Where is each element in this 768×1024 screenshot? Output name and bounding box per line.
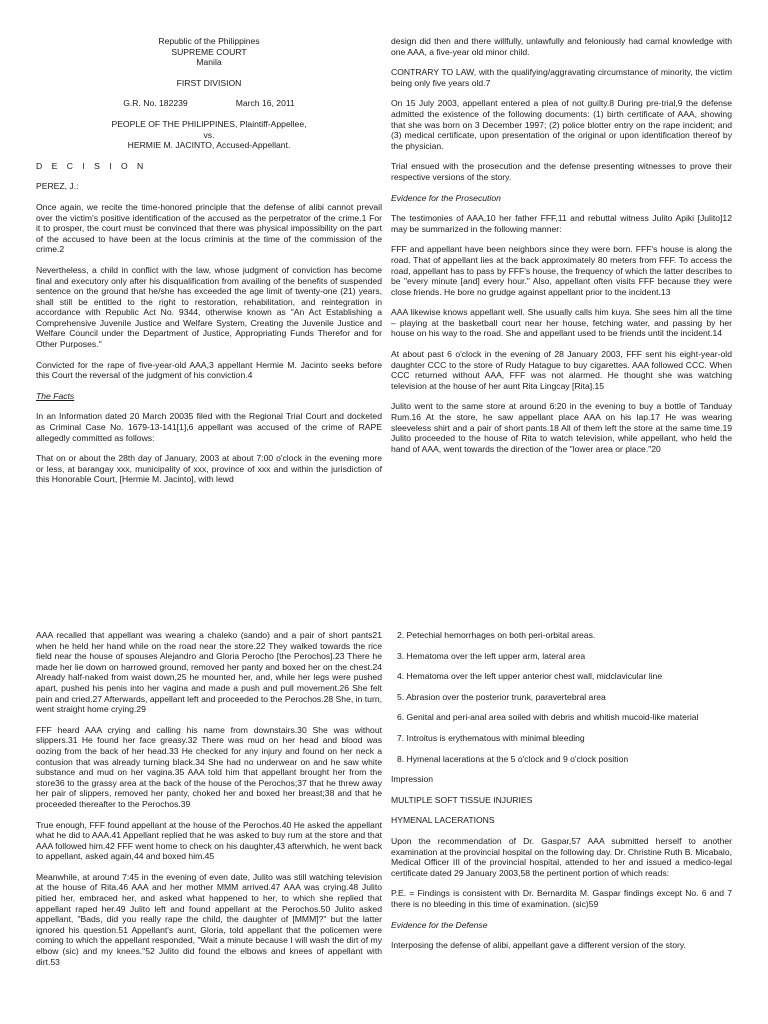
paragraph: P.E. = Findings is consistent with Dr. Bernardita M. Gaspar findings except No. 6 and 7 there is no bleeding in this time of examination. (sic)59 (391, 888, 732, 909)
paragraph: In an Information dated 20 March 20035 filed with the Regional Trial Court and docketed as Criminal Case No. 1679-13-141[1],6 appellant was accused of the crime of RAPE allegedly committed as follows: (36, 411, 382, 443)
header-division: FIRST DIVISION (176, 77, 242, 88)
paragraph: Convicted for the rape of five-year-old AAA,3 appellant Hermie M. Jacinto seeks before this Court the reversal of the judgment of his conviction.4 (36, 359, 382, 381)
gr-number: G.R. No. 182239 (123, 98, 188, 109)
page-two (0, 512, 768, 1024)
finding-list-item: 2. Petechial hemorrhages on both peri-orbital areas. (397, 630, 596, 640)
page-two-left-column (36, 630, 382, 977)
decision-title: D E C I S I O N (36, 160, 147, 171)
impression-finding: HYMENAL LACERATIONS (391, 815, 495, 826)
ponente: PEREZ, J.: (36, 181, 79, 192)
paragraph: At about past 6 o'clock in the evening of 28 January 2003, FFF sent his eight-year-old daughter CCC to the store of Rudy Hatague to buy cigarettes. AAA followed CCC. When CCC returned without AAA, FFF was not alarmed. He thought she was watching television at the house of her aunt Rita Lingcay [Rita].15 (391, 349, 732, 391)
finding-list-item: 7. Introitus is erythematous with minimal bleeding (397, 732, 585, 743)
paragraph: Meanwhile, at around 7:45 in the evening of even date, Julito was still watching television at the house of Rita.46 AAA and her mother MMM arrived.47 AAA was crying.48 Julito pitied her, embraced her, and asked what happened to her, to which she replied that appellant raped her.49 Julito left and found appellant at the Perochos.50 Julito asked appellant, "Bads, did you really rape the child, the daughter of [MMM]?" but the latter ignored his question.51 Appellant's aunt, Gloria, told appellant that the policemen were coming to which the appellant responded, "Wait a minute because I will wash the dirt of my elbow (sic) and my knees."52 Julito did found the elbows and knees of appellant with dirt.53 (36, 871, 382, 967)
parties-plaintiff: PEOPLE OF THE PHILIPPINES, Plaintiff-Appellee, (111, 118, 307, 129)
paragraph: Interposing the defense of alibi, appellant gave a different version of the story. (391, 940, 686, 951)
paragraph: Nevertheless, a child in conflict with the law, whose judgment of conviction has become final and executory only after his disqualification from availing of the benefits of suspended sentence on the ground that he/she has exceeded the age limit of twenty-one (21) years, shall still be entitled to the right to restoration, rehabilitation, and reintegration in accordance with Republic Act No. 9344, otherwise known as "An Act Establishing a Comprehensive Juvenile Justice and Welfare System, Creating the Juvenile Justice and Welfare Council under the Department of Justice, Appropriating Funds Therefor and for Other Purposes." (36, 264, 382, 350)
paragraph: FFF and appellant have been neighbors since they were born. FFF's house is along the road. That of appellant lies at the back approximately 80 meters from FFF. To access the road, appellant has to pass by FFF's house, the frequency of which the latter describes to be "every minute [and] every hour." Also, appellant often visits FFF because they were close friends. He bore no grudge against appellant prior to the incident.13 (391, 244, 732, 297)
paragraph: AAA likewise knows appellant well. She usually calls him kuya. She sees him all the time – playing at the basketball court near her house, fetching water, and passing by her house on his way to the road. She and appellant used to be friends until the incident.14 (391, 307, 732, 339)
parties-vs: vs. (203, 129, 215, 140)
section-heading-prosecution: Evidence for the Prosecution (391, 192, 501, 203)
parties-accused: HERMIE M. JACINTO, Accused-Appellant. (127, 140, 291, 151)
paragraph: Trial ensued with the prosecution and the defense presenting witnesses to prove their respective versions of the story. (391, 161, 732, 182)
header-city: Manila (196, 57, 222, 68)
finding-list-item: 3. Hematoma over the left upper arm, lateral area (397, 650, 586, 661)
decision-date: March 16, 2011 (235, 98, 295, 109)
paragraph: FFF heard AAA crying and calling his name from downstairs.30 She was without slippers.31 He found her face greasy.32 There was mud on her head and blood was oozing from the back of her head.33 He checked for any injury and found on her neck a contusion that was already turning black.34 She had no underwear on and he saw white substance and mud on her vagina.35 AAA told him that appellant brought her from the store36 to the grassy area at the back of the house of the Perochos;37 that he threw away her pair of slippers, removed her panty, choked her and boxed her breast;38 and that he proceeded thereafter to the Perochos.39 (36, 724, 382, 809)
paragraph: CONTRARY TO LAW, with the qualifying/aggravating circumstance of minority, the victim being only five years old.7 (391, 67, 732, 88)
paragraph: That on or about the 28th day of January, 2003 at about 7:00 o'clock in the evening more or less, at barangay xxx, municipality of xxx, province of xxx and within the jurisdiction of this Honorable Court, [Hermie M. Jacinto], with lewd (36, 453, 382, 485)
paragraph: Upon the recommendation of Dr. Gaspar,57 AAA submitted herself to another examination at the provincial hospital on the following day. Dr. Christine Ruth B. Micabalo, Medical Officer III of the provincial hospital, attended to her and issued a medico-legal certificate dated 29 January 2003,58 the pertinent portion of which reads: (391, 835, 732, 878)
paragraph: design did then and there willfully, unlawfully and feloniously had carnal knowledge with one AAA, a five-year old minor child. (391, 36, 732, 57)
impression-finding: MULTIPLE SOFT TISSUE INJURIES (391, 794, 533, 805)
paragraph: Once again, we recite the time-honored principle that the defense of alibi cannot prevail over the victim's positive identification of the accused as the perpetrator of the crime.1 For it to prosper, the court must be convinced that there was physical impossibility on the part of the accused to have been at the locus criminis at the time of the commission of the crime.2 (36, 201, 382, 255)
page-one-left-column (36, 36, 382, 495)
header-republic: Republic of the Philippines (158, 36, 260, 46)
section-heading-facts: The Facts (36, 390, 75, 401)
paragraph: AAA recalled that appellant was wearing a chaleko (sando) and a pair of short pants21 when he held her hand while on the road near the store.22 They walked towards the rice field near the house of spouses Alejandro and Gloria Perocho [the Perochos].23 There he made her lie down on harrowed ground, removed her panty and boxed her on the chest.24 Already half-naked from waist down,25 he mounted her, and, while her legs were pushed apart, pushed his penis into her vagina and made a push and pull movement.26 She felt pain and cried.27 Afterwards, appellant left and proceeded to the Perochos.28 She, in turn, went straight home crying.29 (36, 630, 382, 715)
finding-list-item: 4. Hematoma over the left upper anterior chest wall, midclavicular line (397, 671, 663, 682)
case-caption-line (36, 98, 382, 109)
page-two-right-column (391, 630, 732, 961)
paragraph: True enough, FFF found appellant at the house of the Perochos.40 He asked the appellant what he did to AAA.41 Appellant replied that he was asked to buy rum at the store and that AAA followed him.42 FFF went home to check on his daughter,43 afterwhich, he went back to appellant, asked again,44 and boxed him.45 (36, 819, 382, 862)
finding-list-item: 6. Genital and peri-anal area soiled with debris and whitish mucoid-like material (397, 712, 699, 723)
paragraph: Julito went to the same store at around 6:20 in the evening to buy a bottle of Tanduay Rum.16 At the store, he saw appellant place AAA on his lap.17 He was wearing sleeveless shirt and a pair of short pants.18 All of them left the store at the same time.19 Julito proceeded to the house of Rita to watch television, while appellant, who held the hand of AAA, went towards the direction of the "lower area or place."20 (391, 401, 732, 454)
impression-label: Impression (391, 774, 434, 785)
page-one-right-column (391, 36, 732, 464)
finding-list-item: 5. Abrasion over the posterior trunk, paravertebral area (397, 691, 606, 702)
header-court: SUPREME COURT (171, 46, 247, 57)
section-heading-defense: Evidence for the Defense (391, 919, 488, 930)
finding-list-item: 8. Hymenal lacerations at the 5 o'clock and 9 o'clock position (397, 753, 629, 764)
paragraph: On 15 July 2003, appellant entered a plea of not guilty.8 During pre-trial,9 the defense admitted the existence of the following documents: (1) birth certificate of AAA, showing that she was born on 3 December 1997; (2) police blotter entry on the rape incident; and (3) medical certificate, upon presentation of the original or upon identification thereof by the physician. (391, 98, 732, 151)
paragraph: The testimonies of AAA,10 her father FFF,11 and rebuttal witness Julito Apiki [Julito]12 may be summarized in the following manner: (391, 213, 732, 234)
